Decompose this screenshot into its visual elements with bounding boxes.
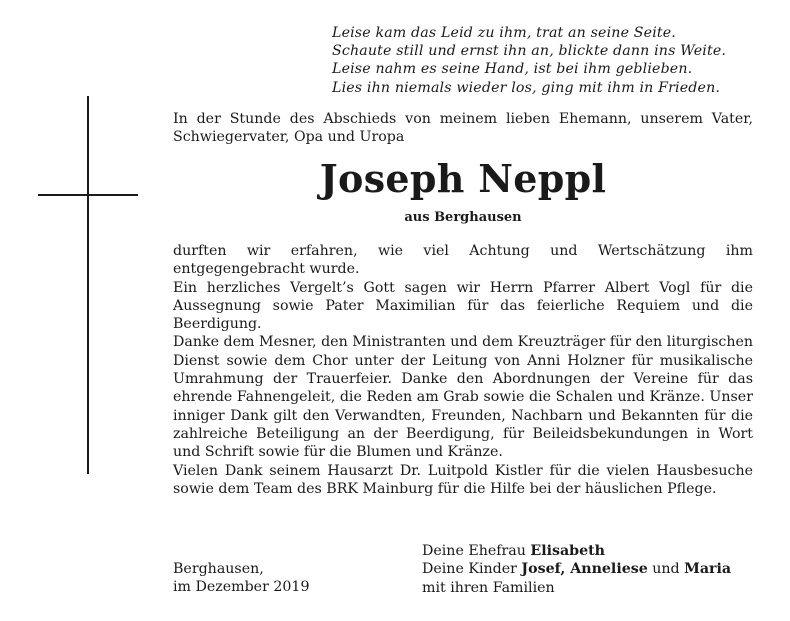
- deceased-origin: aus Berghausen: [404, 210, 522, 225]
- poem: [332, 24, 762, 97]
- child-name: Maria: [684, 561, 732, 578]
- wife-prefix: Deine Ehefrau: [422, 543, 531, 559]
- wife-name: Elisabeth: [530, 543, 605, 559]
- date: im Dezember 2019: [173, 579, 310, 596]
- paragraph: durften wir erfahren, wie viel Achtung und Wertschätzung ihm entgegengebracht wurde.: [173, 243, 753, 278]
- poem-line: Leise nahm es seine Hand, ist bei ihm geblieben.: [332, 61, 693, 78]
- cross-icon: [87, 96, 89, 474]
- intro-text: In der Stunde des Abschieds von meinem lieben Ehemann, unserem Vater, Schwiegervater, Opa und Uropa: [173, 111, 753, 146]
- cross-icon-bar: [38, 194, 138, 196]
- signature-families: mit ihren Familien: [422, 579, 555, 596]
- children-prefix: Deine Kinder: [422, 561, 522, 578]
- place-date: [173, 560, 413, 597]
- paragraph: Danke dem Mesner, den Ministranten und dem Kreuzträger für den liturgischen Dienst sowie dem Chor unter der Leitung von Anni Holzner für musikalische Umrahmung der Trauerfeier. Danke den Abordnungen der Vereine für das ehrende Fahnengeleit, die Reden am Grab sowie die Schalen und Kränze. Unser inniger Dank gilt den Verwandten, Freunden, Nachbarn und Bekannten für die zahlreiche Beteiligung an der Beerdigung, für Beileidsbekundungen in Wort und Schrift sowie für die Blumen und Kränze.: [173, 334, 753, 461]
- signature-children: [422, 560, 762, 578]
- poem-line: Leise kam das Leid zu ihm, trat an seine Seite.: [332, 25, 676, 41]
- signature-block: [422, 542, 762, 597]
- poem-line: Schaute still und ernst ihn an, blickte dann ins Weite.: [332, 43, 727, 60]
- place: Berghausen,: [173, 561, 264, 577]
- body-text: [173, 242, 753, 498]
- poem-line: Lies ihn niemals wieder los, ging mit ihm in Frieden.: [332, 79, 721, 96]
- deceased-name: Joseph Neppl: [319, 156, 607, 201]
- signature-wife: [422, 542, 762, 560]
- and-word: und: [647, 561, 685, 578]
- child-names: Josef, Anneliese: [521, 561, 648, 578]
- paragraph: Ein herzliches Vergelt’s Gott sagen wir Herrn Pfarrer Albert Vogl für die Aussegnung sowie Pater Maximilian für das feierliche Requiem und die Beerdigung.: [173, 279, 753, 333]
- paragraph: Vielen Dank seinem Hausarzt Dr. Luitpold Kistler für die vielen Hausbesuche sowie dem Team des BRK Mainburg für die Hilfe bei der häuslichen Pflege.: [173, 462, 753, 497]
